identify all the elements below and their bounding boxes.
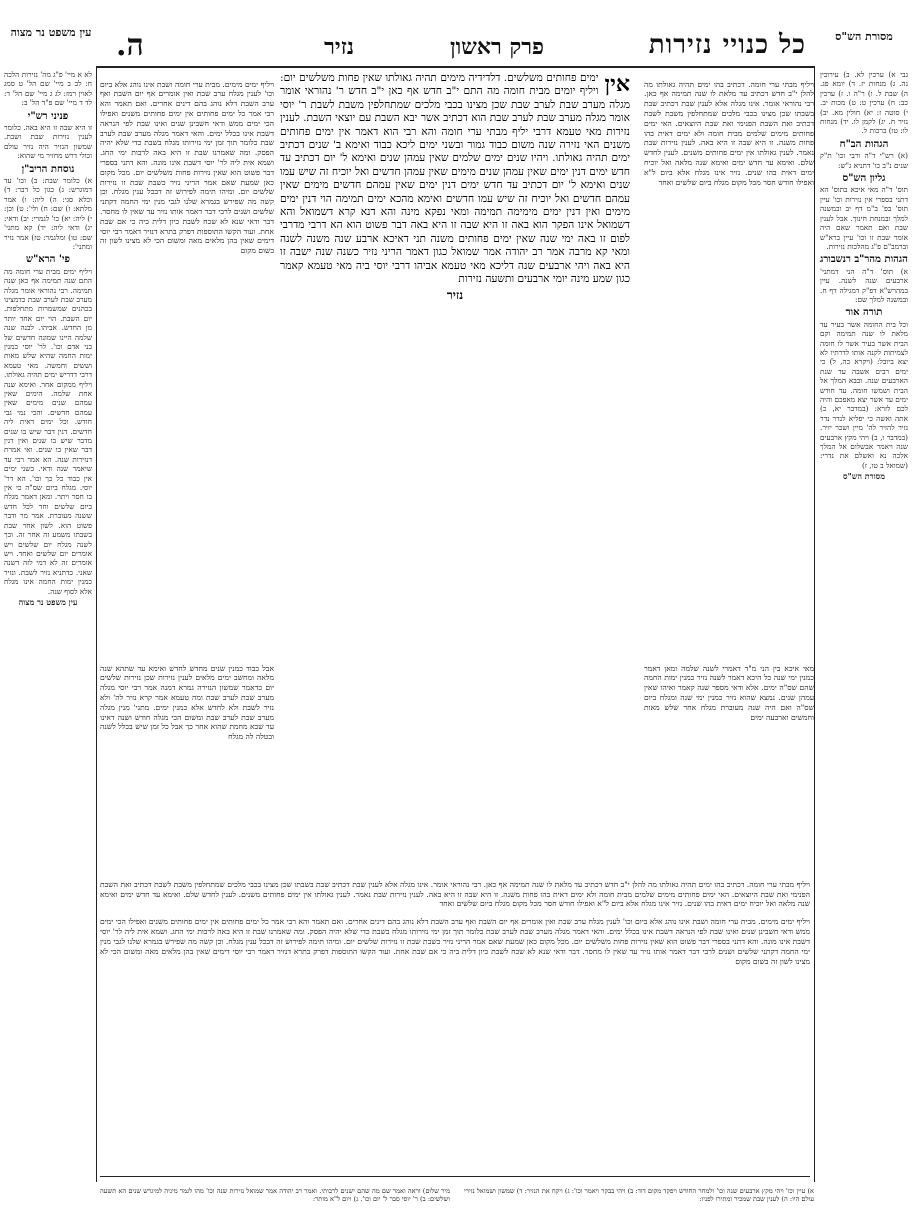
tosafot-text: ויליף ימים מימים. מבית ערי חומה ושבת אינו נוהג אלא ביום וכו' לענין מגלח ערב שבת ואין אומרים אף יום השבת ואף ערב השבת דלא נוהג בהם דינים אחרים. ואם תאמר והא רבי אמר כל ימים פחותים אין ימים פחותים משנים ואפילו הכי ימים ממש ודאי חשבינן שנים ואינו שבת לפי הנראה דשבת אינו בכלל ימים. והאי דאמר מגלה מערב שבת לערב שבת כלומר תוך זמן ימי נזירותו מגלח בשבת כדי שלא יהיה הפסק. ומה שאמרנו שבת זו היא באה לרבות ימי החג. ושמא אית ליה לר' יוסי דשבת אינו מונה. והא דתני בספרי דבר פשוט הוא שאין נזירות פחות משלשים יום. מכל מקום כאן שמעת שאם אמר הריני נזיר כשבת שבת זו נזירות שלשים יום. ומיהו תימה לפירוש זה דבכל ענין מגלח. וכן קשה מה שפירש בגמרא שלנו לגבי מנין ימי החמה דקתני שלשים ושנים לרבי דבר דאמר אותו נזיר עד שאין לו מחסר. דבר ודאי שנא לא שכח לשבת כיון דלית ביה כי אם שבת אחת. ועוד הקשו התוספות דפרק בתרא דנזיר דאמר רבי יוסי דימים שאין בהן מלאים מאה ומשום הכי לא מצינו לשון זה בשום מקום [100, 79, 274, 256]
rashi-commentary [644, 72, 814, 652]
ein-mishpat-text: לא א מיי' פ"ג מה' נזירות הלכה ח: לב ב מיי' שם הל' ט סמג לאוין רמז: לג ג מיי' שם הל' ד: לד ד מיי' שם פ"ד הל' ב: [4, 70, 92, 108]
gilyon-title: גליון הש"ס [842, 173, 886, 185]
right-margin-divider [814, 66, 815, 1182]
bottom-commentary-rashi: ויליף מבתי ערי חומה. דכתיב בהו ימים תהיה גאולתו מה להלן י"ב חדש דכתיב עד מלאת לו שנה תמימה אף כאן. רבי נהוראי אומר. אינו מגלה אלא לענין שבת דכתיב שבת בשבתו שכן מצינו בכבי מלכים שמתחלפין משבת לשבת דכתיב ואת השבת הפנימי ואת שבת היוצאים. האי ימים פחותים מימים שלמים מבית חומה ולא ימים דאית בהו פחות משנה. זו היא שבה זו היא באה. לענין נזירות שבת נאמר. לענין גאולתו אין ימים פחותים משנים. לענין לחדש שלם. ואימא עד חדש ימים ואימא שנה מלאה ואל יוכיח ימים דאית בהו שנים. נזיר אינו מגלח אלא ביום ל"א ואפילו חודש חסר מכל מקום מגלח ביום שלשים ואחד [100, 879, 810, 909]
right-margin-column [820, 70, 908, 1174]
masoret-title-repeat: מסורת הש"ס [843, 471, 885, 482]
bottom-commentary-tosafot: ויליף ימים מימים. מבית ערי חומה ושבת אינו נוהג אלא ביום וכו' לענין מגלח ערב שבת ואין אומרים אף יום השבת ואף ערב השבת דלא נוהג בהם דינים אחרים. ואם תאמר והא רבי אמר כל ימים פחותים אין ימים פחותים משנים ואפילו הכי ימים ממש ודאי חשבינן שנים ואינו שבת לפי הנראה דשבת אינו בכלל ימים. והאי דאמר מגלה מערב שבת לערב שבת כלומר תוך זמן ימי נזירותו מגלח בשבת כדי שלא יהיה הפסק. ומה שאמרנו שבת זו היא באה לרבות ימי החג. ושמא אית ליה לר' יוסי דשבת אינו מונה. והא דתני בספרי דבר פשוט הוא שאין נזירות פחות משלשים יום. מכל מקום כאן שמעת שאם אמר הריני נזיר כשבת שבת זו נזירות שלשים יום. ומיהו תימה לפירוש זה דבכל ענין מגלח. וכן קשה מה שפירש בגמרא שלנו לגבי מנין ימי החמה דקתני שלשים ושנים לרבי דבר דאמר אותו נזיר עד שאין לו מחסר. דבר ודאי שנא לא שכח לשבת כיון דלית ביה כי אם שבת אחת. ועוד הקשו התוספות דפרק בתרא דנזיר דאמר רבי יוסי דימים שאין בהן מלאים מאה ומשום הכי לא מצינו לשון זה בשום מקום [100, 916, 810, 966]
tractate-name: נזיר [324, 34, 354, 60]
page-header [96, 28, 814, 68]
nuschat-rid-text: א) כלומר שבת: ב) וכו' עד דמוגרש: ג) כגון כל דבר: ד) וכלא סגי: ה) ליה: ו) אמר מלתא: ז) שם: ח) ולי': ט) וכן: י) ליה: יא) כו' לגמרי: יב) ודאי: יג) ודאי ליה: יד) קא מתני' שם: טו) ומלגמר: טז) אמר נזיר ומתני': [4, 176, 92, 251]
left-margin-divider [96, 66, 97, 1182]
masoret-header: מסורת הש"ס [835, 30, 893, 43]
gemara-text-top: ימים פחותים משלשים. דלדידיה מימים תהיה גאולתו שאין פחות משלשים יום: ויליף יומים מבית חומה מה התם י"ב חדש אף כאן י"ב חדש ר' נהוראי אומר מגלה מערב שבת לערב שבת שכן מצינו בכבי מלכים שמתחלפין משבת לשבת ר' יוסי אומר מגלה מערב שבת לערב שבת הוא דכתיב אשר יבא השבת עם יוצאי השבת. לענין נזירות מאי טעמא דרבי יליף מבתי ערי חומה והא רבי הוא דאמר אין ימים פחותים משנים האי נזירה שנה משום כבוד גמור ובשני ימים ליכא כבוד ואימא ב' שנים דכתיב ימים תהיה גאולתו. ויהיו שנים ימים שלמים שאין עמהן שנים ואימא ל' יום דכתיב עד חדש ימים דנין ימים שאין עמהן שנים מימים שאין עמהן חדשים ואל יוכיח זה שיש עמו שנים ואימא ל' יום דכתיב עד חדש ימים דנין ימים שאין עמהם חדשים מימים שאין עמהם חדשים ואל יוכיח זה שיש עמו חדשים [280, 72, 630, 205]
hagahot-habach-title: הגהות הב"ח [839, 138, 889, 150]
footnotes-right [464, 1180, 814, 1208]
footnotes-left-text: מיר שלום) וראה ואמר שם מה שהם ישנים לרבותי. ואמר רב יהודה אמר שמואל נזירות שנה וכו' מהו לגמר מיניה למיגרש שנים הא תשעה ושלשים: ב) ר' יוסי סבר ל' יום וכו'. ג) ויום ל"א מותר: [100, 1186, 450, 1204]
gemara-text-low: אבל כבוד כמנין שנים מחדש לחדש ואימא עד שתהא שנה מלאה ומחשב ימים מלאים לענין נזירות שכן נזירות שלשים יום כדאמר שמשון הנזירה גמרא דמנה אמר רבי יוסי מגלה מערב שבת לערב שבת ומה טעמא אמר קרא נזיר לה' ולא נזיר לשבת ולא לחדש אלא כמנין ימים. מתני' מנין מגלה מערב שבת לערב שבת ומשום הכי מגלה חודש ושנה דאינו עד שבא מחמת שהוא אחר כך אבל כל זמן שיש בכלל לשנה ובטלה לה מגלח [100, 663, 274, 742]
torah-or-text: וכל בית החומה אשר בעיר עד מלאת לו שנה תמימה וקם הבית אשר בעיר אשר לו חומה לצמיתות לקנה אותו לדרתיו לא יצא ביובל: (ויקרא כה, ל) כי ימים רבים אשבה עד שנת הארבעים שנה. ובבא המלך אל הבית ושמשו חומה. עד חודש ימים עד אשר יצא מאפכם והיה לכם לזרא: (במדבר יא, כ) אתה ואשה כי יפליא לנדר נדר נזיר להזיר לה' מיין ושכר יזיר. (במדבר ו, ב) ויהי מקץ ארבעים שנה ויאמר אבשלום אל המלך אלכה נא ואשלם את נדרי: (שמואל ב טו, ז) [820, 319, 908, 470]
maharav-text: א) תוס' ד"ה הני דמתני' ארבעים שנה לשנה. עיין במהרש"א דפ"ק דמגילה דף ח. ובמשנה למלך שם: [820, 266, 908, 304]
maharav-title: הגהות מהר"ב רנשבורג [820, 254, 908, 266]
left-margin-column [4, 70, 92, 1174]
commentary-lower-left [100, 656, 274, 866]
nuschat-rid-title: נוסחת הריב"ן [21, 163, 75, 175]
penini-rashi-text: זו היא שבה זו היא באה. כלומר לענין נזירות שבת ושבת. שמשון הנזיר היה נזיר עולם וכולי דרש מחזיר מי שהוא: [4, 123, 92, 161]
footnotes-left [100, 1180, 450, 1208]
chapter-title: כל כנויי נזירות [648, 30, 806, 60]
hagahot-habach-text: (א) רש"י ד"ה ורבי וכו' ת"ק שנים נ"ב כו' דתניא ג"ש: [820, 151, 908, 170]
gemara-main-text [280, 72, 630, 867]
penini-rashi-title: פניני רש"י [27, 110, 69, 122]
rosh-text: ויליף ימים מבית ערי חומה מה התם שנה תמימה אף כאן שנה תמימה. רבי נהוראי אומר מגלה מערב שבת לערב שבת כדמצינו בכהנים שמשמרות מתחלפות. יום השבת. הוי יום אחד יותר מן החדש. אביהו. לבנה שנה שלמה היינו שמונה חדשים של בני אדם וכו'. לר' יוסי כמנין ימות החמה שהיא שלש מאות וששים וחמשה. מאי טעמא דרבי דדריש ימים תהיה גאולתו. ויליף ממקום אחר. ואימא שנה אחת שלמה. הימים שאין עמהם שנים מימים שאין עמהם חדשים. והכי נמי גבי חודש. וכל ימים דאית ליה חדשים. דנין דבר שיש בו שנים מדבר שיש בו שנים ואין דנין דבר שאין בו שנים. ואי אמרת דנזירות שנה. הא אמר רבי עד שיאמר שנה ודאי. בשני ימים אין כבוד כל כך וכו'. הא דר' יוסי. מגלח ביום שס"ה כי אין בו חסר ויתר. ומאן דאמר מגלח ביום שלשים וחד לכל חדש ששנה מעוברת. אמר מר ודבר פשוט הוא. לשון אחר שבת בשבתו משמע זה אחר זה. וכך לשנה מגלח יום שלשים ויש אומרים יום שלשים ואחד. ויש אומרים זה לא דמי לזה דשנה שאני. כדתניא נזיר לשבת. ונזיר כמנין ימות החמה אינו מגלח אלא לסוף שנה. [4, 266, 92, 596]
torah-or-title: תורה אור [845, 307, 883, 319]
chapter-name: פרק ראשון [450, 34, 544, 60]
footnotes-right-text: א) עיין וכו' ויהי מקץ ארבעים שנה וכו' ולמחר החודש ויפקד מקום דוד: ב) ויהי בבקר ויאמר וכו': ג) ויקח את הנזיר: ד) שמשון ושמואל נזירי עולם היו: ה) לענין שבת שמכיר ומתירו לפניו: [464, 1186, 814, 1204]
footnote-rule [100, 1176, 810, 1177]
rashi-continuation [644, 656, 814, 866]
gemara-end-word: נזיר [446, 287, 464, 302]
ein-mishpat-header: עין משפט נר מצוה [10, 26, 92, 39]
gemara-text-mid: ואימא מהכא ימים תמימה הוי דנין ימים מימים ואין דנין ימים מימימה תמימה ומאי נפקא מינה והא דנא קרא דשמואל והא דשמואל אינו הפקר הוא באה זו היא שבה זו היא באה דבר פשוט הוא הא דרבי מדרבי לפום זו באה ימי שנה שאין ימים פחותים משנה תני דאיכא ארבע שנה משנה לשנה ומאי קא מרבה אמר רב יהודה אמר שמואל כגון דאמר הריני נזיר כשנה שנה ישבה זו היא באה ויהי ארבעים שנה דליכא מאי טעמא אביהו דרבי יוסי ביה מאי טעמא קאמר כגון שמע מינה יומי ארבעים ותשעה נזירות [280, 192, 630, 286]
bottom-commentary [100, 872, 810, 1172]
masoret-text: גבי א) ערכין לא. ב) עירובין נה. ג) מנחות יז. ד) יומא פג. ה) שבת ל. ו) ר"ה ו. ז) ערכין כב: ח) ערכין ט: ט) מכות יב. י) סוטה ז: יא) חולין מא. יב) נזיר ח. יג) לקמן לו. יד) מנחות לו: טו) ברכות ל. [820, 70, 908, 136]
rosh-title: פי' הרא"ש [26, 254, 70, 266]
rashi-text: ויליף מבתי ערי חומה. דכתיב בהו ימים תהיה גאולתו מה להלן י"ב חדש דכתיב עד מלאת לו שנה תמימה אף כאן. רבי נהוראי אומר. אינו מגלה אלא לענין שבת דכתיב שבת בשבתו שכן מצינו בכבי מלכים שמתחלפין משבת לשבת דכתיב ואת השבת הפנימי ואת שבת היוצאים. האי ימים פחותים מימים שלמים מבית חומה ולא ימים דאית בהו פחות משנה. זו היא שבה זו היא באה. לענין נזירות שבת נאמר. לענין גאולתו אין ימים פחותים משנים. לענין לחדש שלם. ואימא עד חדש ימים ואימא שנה מלאה ואל יוכיח ימים דאית בהו שנים. נזיר אינו מגלח אלא ביום ל"א ואפילו חודש חסר מכל מקום מגלח ביום שלשים ואחד [644, 79, 814, 187]
tosafot-commentary [100, 72, 274, 652]
gilyon-text: תוס' ד"ה מאי איכא בתוס' הא דתני בספרי אין נזירות וכו' עיין תוס' בפ' ב"מ דף יב ובמשנה למלך ובמנחת חינוך. אבל לענין שבת ואם תאמר שאם היה אומר שבת זו וכו' עיין ברא"ש וברמב"ם פ"ג מהלכות נזירות. [820, 185, 908, 251]
ein-mishpat-title-repeat: עין משפט נר מצוה [18, 596, 78, 607]
rashi-bottom-text: מאי איכא בין הני מ"ד דאמרי לשנה שלמה ומאן דאמר כמנין ימי שנה כל היכא דאמר לשנה נזיר כמנין ימות החמה שהם שס"ה ימים. אלא ודאי מספר שנה קאמר ואיהו שאין עמהן שנים. נמצא שהוא נזיר כמנין ימי שנה ומגלח ביום שס"ה ואם היה שנה מעוברת מגלח אחר שלש מאות וחמשים וארבעה ימים [644, 663, 814, 722]
gemara-opening-word: אין [604, 72, 630, 97]
page-number: ה. [116, 28, 144, 63]
header-rule [96, 66, 814, 68]
